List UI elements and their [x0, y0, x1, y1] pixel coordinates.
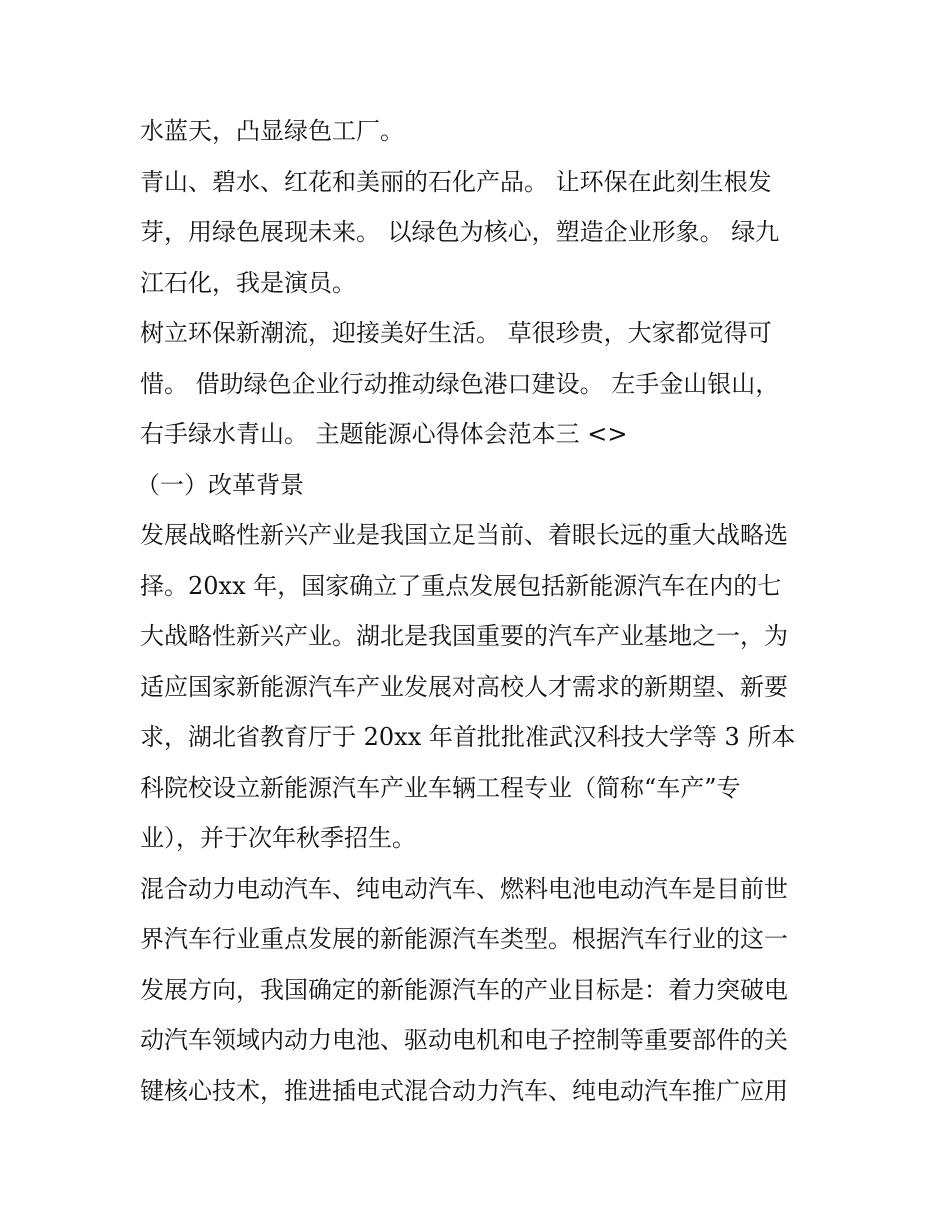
paragraph-line: 择。20xx 年，国家确立了重点发展包括新能源汽车在内的七 — [140, 571, 782, 600]
paragraph-line: 界汽车行业重点发展的新能源汽车类型。根据汽车行业的这一 — [140, 925, 788, 953]
paragraph-line: 键核心技术，推进插电式混合动力汽车、纯电动汽车推广应用 — [140, 1076, 788, 1105]
paragraph-line: 求，湖北省教育厅于 20xx 年首批批准武汉科技大学等 3 所本 — [140, 723, 796, 751]
paragraph-line: 惜。 借助绿色企业行动推动绿色港口建设。 左手金山银山， — [140, 369, 780, 398]
paragraph-line: 发展战略性新兴产业是我国立足当前、着眼长远的重大战略选 — [140, 521, 788, 549]
paragraph-line: 混合动力电动汽车、纯电动汽车、燃料电池电动汽车是目前世 — [140, 874, 788, 903]
paragraph-line: 大战略性新兴产业。湖北是我国重要的汽车产业基地之一，为 — [140, 622, 788, 650]
paragraph-line: 水蓝天，凸显绿色工厂。 — [140, 117, 404, 145]
paragraph-line: 右手绿水青山。 主题能源心得体会范本三 <> — [140, 420, 628, 448]
document-body — [136, 106, 820, 1116]
paragraph-line: 适应国家新能源汽车产业发展对高校人才需求的新期望、新要 — [140, 672, 788, 701]
paragraph-line: 青山、碧水、红花和美丽的石化产品。 让环保在此刻生根发 — [140, 167, 772, 196]
paragraph-line: 树立环保新潮流，迎接美好生活。 草很珍贵，大家都觉得可 — [140, 319, 772, 347]
paragraph-line: 科院校设立新能源汽车产业车辆工程专业（简称“车产”专 — [140, 773, 741, 802]
section-heading: （一）改革背景 — [136, 470, 304, 499]
paragraph-line: 江石化，我是演员。 — [140, 268, 356, 297]
paragraph-line: 业），并于次年秋季招生。 — [140, 824, 416, 852]
paragraph-line: 动汽车领域内动力电池、驱动电机和电子控制等重要部件的关 — [140, 1026, 788, 1054]
paragraph-line: 发展方向，我国确定的新能源汽车的产业目标是：着力突破电 — [140, 975, 788, 1004]
paragraph-line: 芽，用绿色展现未来。 以绿色为核心，塑造企业形象。 绿九 — [140, 218, 780, 246]
